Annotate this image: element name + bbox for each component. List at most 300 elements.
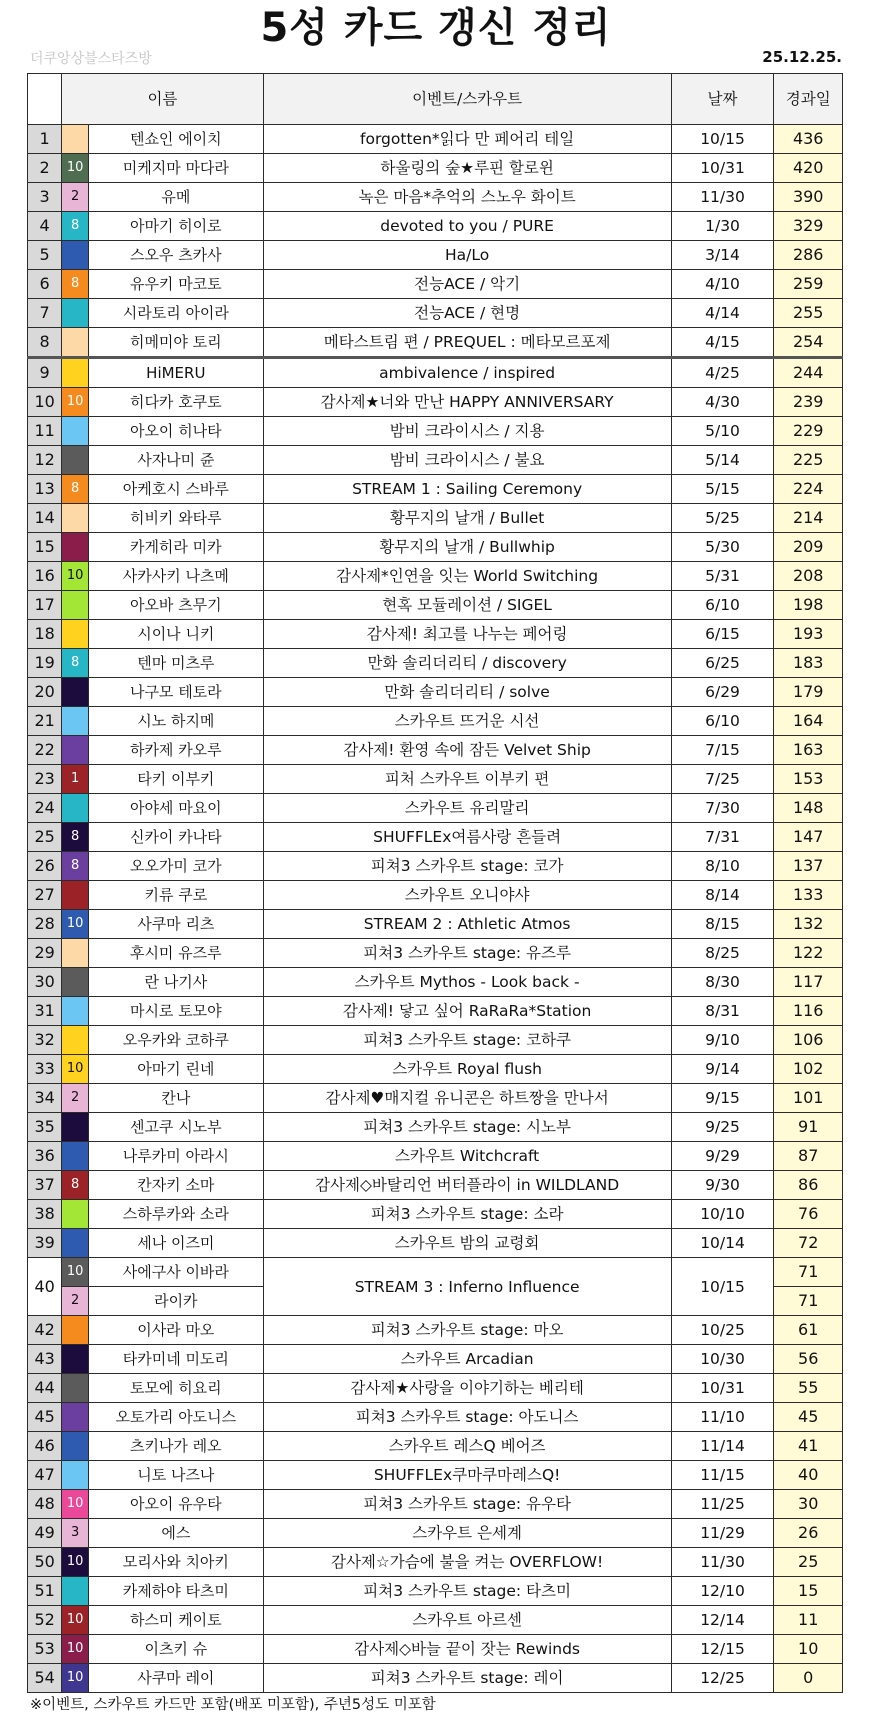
- color-level-cell: [62, 417, 89, 446]
- row-number: 42: [28, 1316, 62, 1345]
- release-date: 12/10: [671, 1577, 774, 1606]
- release-date: 5/25: [671, 504, 774, 533]
- event-scout: 감사제★사랑을 이야기하는 베리테: [263, 1374, 671, 1403]
- color-level-cell: [62, 968, 89, 997]
- row-number: 24: [28, 794, 62, 823]
- table-row: [28, 417, 843, 446]
- elapsed-days: 71: [774, 1287, 843, 1316]
- event-scout: 하울링의 숲★루핀 할로윈: [263, 154, 671, 183]
- color-level-cell: 10: [62, 1258, 89, 1287]
- event-scout: 감사제! 닿고 싶어 RaRaRa*Station: [263, 997, 671, 1026]
- character-name: 모리사와 치아키: [89, 1548, 264, 1577]
- release-date: 9/29: [671, 1142, 774, 1171]
- header-elapsed: 경과일: [774, 74, 843, 125]
- elapsed-days: 102: [774, 1055, 843, 1084]
- character-name: 아케호시 스바루: [89, 475, 264, 504]
- color-level-cell: [62, 736, 89, 765]
- elapsed-days: 209: [774, 533, 843, 562]
- table-row: [28, 1519, 843, 1548]
- row-number: 28: [28, 910, 62, 939]
- color-level-cell: [62, 241, 89, 270]
- table-row: [28, 678, 843, 707]
- color-level-cell: 10: [62, 1055, 89, 1084]
- release-date: 4/10: [671, 270, 774, 299]
- table-row: [28, 620, 843, 649]
- table-row: [28, 1490, 843, 1519]
- elapsed-days: 72: [774, 1229, 843, 1258]
- row-number: 46: [28, 1432, 62, 1461]
- release-date: 11/29: [671, 1519, 774, 1548]
- elapsed-days: 86: [774, 1171, 843, 1200]
- event-scout: 스카우트 Mythos - Look back -: [263, 968, 671, 997]
- release-date: 9/30: [671, 1171, 774, 1200]
- row-number: 17: [28, 591, 62, 620]
- character-name: 오토가리 아도니스: [89, 1403, 264, 1432]
- release-date: 10/15: [671, 125, 774, 154]
- color-level-cell: 10: [62, 1490, 89, 1519]
- character-name: 라이카: [89, 1287, 264, 1316]
- character-name: 사자나미 쥰: [89, 446, 264, 475]
- elapsed-days: 122: [774, 939, 843, 968]
- event-scout: 만화 솔리더리티 / discovery: [263, 649, 671, 678]
- row-number: 31: [28, 997, 62, 1026]
- elapsed-days: 40: [774, 1461, 843, 1490]
- row-number: 6: [28, 270, 62, 299]
- color-level-cell: [62, 591, 89, 620]
- event-scout: 감사제*인연을 잇는 World Switching: [263, 562, 671, 591]
- color-level-cell: 2: [62, 1084, 89, 1113]
- row-number: 35: [28, 1113, 62, 1142]
- color-level-cell: 10: [62, 562, 89, 591]
- character-name: 카제하야 타츠미: [89, 1577, 264, 1606]
- header-event: 이벤트/스카우트: [263, 74, 671, 125]
- release-date: 1/30: [671, 212, 774, 241]
- table-row: [28, 504, 843, 533]
- color-level-cell: [62, 328, 89, 358]
- character-name: 이사라 마오: [89, 1316, 264, 1345]
- row-number: 3: [28, 183, 62, 212]
- color-level-cell: [62, 678, 89, 707]
- character-name: 텐쇼인 에이치: [89, 125, 264, 154]
- elapsed-days: 71: [774, 1258, 843, 1287]
- elapsed-days: 183: [774, 649, 843, 678]
- row-number: 5: [28, 241, 62, 270]
- table-row: [28, 1577, 843, 1606]
- event-scout: 밤비 크라이시스 / 지용: [263, 417, 671, 446]
- elapsed-days: 420: [774, 154, 843, 183]
- release-date: 5/14: [671, 446, 774, 475]
- row-number: 9: [28, 358, 62, 388]
- color-level-cell: [62, 1200, 89, 1229]
- color-level-cell: [62, 1432, 89, 1461]
- event-scout: 황무지의 날개 / Bullwhip: [263, 533, 671, 562]
- event-scout: 스카우트 아르센: [263, 1606, 671, 1635]
- row-number: 20: [28, 678, 62, 707]
- table-row: [28, 939, 843, 968]
- row-number: 37: [28, 1171, 62, 1200]
- character-name: 히비키 와타루: [89, 504, 264, 533]
- table-row: [28, 1026, 843, 1055]
- event-scout: 피처 스카우트 이부키 편: [263, 765, 671, 794]
- character-name: 사쿠마 레이: [89, 1664, 264, 1693]
- table-row: [28, 241, 843, 270]
- character-name: 나루카미 아라시: [89, 1142, 264, 1171]
- elapsed-days: 193: [774, 620, 843, 649]
- event-scout: 만화 솔리더리티 / solve: [263, 678, 671, 707]
- character-name: 오오가미 코가: [89, 852, 264, 881]
- elapsed-days: 11: [774, 1606, 843, 1635]
- row-number: 34: [28, 1084, 62, 1113]
- row-number: 21: [28, 707, 62, 736]
- table-row: [28, 1374, 843, 1403]
- elapsed-days: 286: [774, 241, 843, 270]
- elapsed-days: 254: [774, 328, 843, 358]
- character-name: 스오우 츠카사: [89, 241, 264, 270]
- table-body: [28, 125, 843, 1693]
- color-level-cell: 10: [62, 154, 89, 183]
- color-level-cell: 2: [62, 1287, 89, 1316]
- elapsed-days: 45: [774, 1403, 843, 1432]
- event-scout: 전능ACE / 현명: [263, 299, 671, 328]
- release-date: 11/10: [671, 1403, 774, 1432]
- color-level-cell: 2: [62, 183, 89, 212]
- event-scout: STREAM 2 : Athletic Atmos: [263, 910, 671, 939]
- character-name: 유우키 마코토: [89, 270, 264, 299]
- elapsed-days: 133: [774, 881, 843, 910]
- event-scout: SHUFFLEx여름사랑 흔들려: [263, 823, 671, 852]
- event-scout: 스카우트 Royal flush: [263, 1055, 671, 1084]
- character-name: 에스: [89, 1519, 264, 1548]
- row-number: 1: [28, 125, 62, 154]
- character-name: 텐마 미츠루: [89, 649, 264, 678]
- table-row: [28, 1200, 843, 1229]
- color-level-cell: [62, 997, 89, 1026]
- character-name: 아오바 츠무기: [89, 591, 264, 620]
- row-number: 19: [28, 649, 62, 678]
- elapsed-days: 148: [774, 794, 843, 823]
- release-date: 6/25: [671, 649, 774, 678]
- elapsed-days: 163: [774, 736, 843, 765]
- color-level-cell: 10: [62, 388, 89, 417]
- character-name: 시이나 니키: [89, 620, 264, 649]
- character-name: 사에구사 이바라: [89, 1258, 264, 1287]
- event-scout: 밤비 크라이시스 / 불요: [263, 446, 671, 475]
- color-level-cell: [62, 358, 89, 388]
- event-scout: 감사제◇바탈리언 버터플라이 in WILDLAND: [263, 1171, 671, 1200]
- character-name: 아야세 마요이: [89, 794, 264, 823]
- character-name: 시라토리 아이라: [89, 299, 264, 328]
- color-level-cell: 8: [62, 270, 89, 299]
- row-number: 54: [28, 1664, 62, 1693]
- page-title: 5성 카드 갱신 정리: [260, 5, 612, 51]
- row-number: 2: [28, 154, 62, 183]
- row-number: 45: [28, 1403, 62, 1432]
- release-date: 8/30: [671, 968, 774, 997]
- event-scout: STREAM 3 : Inferno Influence: [263, 1258, 671, 1316]
- elapsed-days: 137: [774, 852, 843, 881]
- row-number: 51: [28, 1577, 62, 1606]
- table-row: [28, 649, 843, 678]
- footnote: ※이벤트, 스카우트 카드만 포함(배포 미포함), 주년5성도 미포함: [30, 1697, 436, 1713]
- event-scout: 메타스트림 편 / PREQUEL : 메타모르포제: [263, 328, 671, 358]
- elapsed-days: 153: [774, 765, 843, 794]
- row-number: 50: [28, 1548, 62, 1577]
- row-number: 33: [28, 1055, 62, 1084]
- color-level-cell: [62, 1026, 89, 1055]
- table-row: [28, 823, 843, 852]
- row-number: 38: [28, 1200, 62, 1229]
- card-table: [27, 73, 843, 1693]
- table-row: [28, 765, 843, 794]
- release-date: 7/15: [671, 736, 774, 765]
- elapsed-days: 147: [774, 823, 843, 852]
- table-header-row: [28, 74, 843, 125]
- elapsed-days: 117: [774, 968, 843, 997]
- character-name: 니토 나즈나: [89, 1461, 264, 1490]
- event-scout: SHUFFLEx쿠마쿠마레스Q!: [263, 1461, 671, 1490]
- elapsed-days: 239: [774, 388, 843, 417]
- character-name: 이츠키 슈: [89, 1635, 264, 1664]
- release-date: 9/14: [671, 1055, 774, 1084]
- character-name: 아오이 히나타: [89, 417, 264, 446]
- table-row: [28, 358, 843, 388]
- release-date: 12/25: [671, 1664, 774, 1693]
- release-date: 8/25: [671, 939, 774, 968]
- event-scout: 스카우트 레스Q 베어즈: [263, 1432, 671, 1461]
- row-number: 47: [28, 1461, 62, 1490]
- release-date: 7/31: [671, 823, 774, 852]
- event-scout: 감사제! 최고를 나누는 페어링: [263, 620, 671, 649]
- event-scout: 피쳐3 스카우트 stage: 소라: [263, 1200, 671, 1229]
- table-row: [28, 1432, 843, 1461]
- table-row: [28, 533, 843, 562]
- elapsed-days: 26: [774, 1519, 843, 1548]
- event-scout: 스카우트 Arcadian: [263, 1345, 671, 1374]
- release-date: 10/25: [671, 1316, 774, 1345]
- table-row: [28, 1055, 843, 1084]
- event-scout: 피쳐3 스카우트 stage: 아도니스: [263, 1403, 671, 1432]
- table-row: [28, 707, 843, 736]
- color-level-cell: 8: [62, 212, 89, 241]
- table-row: [28, 183, 843, 212]
- event-scout: 스카우트 오니야샤: [263, 881, 671, 910]
- row-number: 39: [28, 1229, 62, 1258]
- color-level-cell: [62, 1113, 89, 1142]
- row-number: 15: [28, 533, 62, 562]
- row-number: 48: [28, 1490, 62, 1519]
- color-level-cell: [62, 1316, 89, 1345]
- release-date: 9/10: [671, 1026, 774, 1055]
- row-number: 49: [28, 1519, 62, 1548]
- row-number: 26: [28, 852, 62, 881]
- table-row: [28, 1113, 843, 1142]
- release-date: 10/10: [671, 1200, 774, 1229]
- elapsed-days: 208: [774, 562, 843, 591]
- elapsed-days: 91: [774, 1113, 843, 1142]
- table-row: [28, 736, 843, 765]
- row-number: 40: [28, 1258, 62, 1316]
- character-name: HiMERU: [89, 358, 264, 388]
- elapsed-days: 106: [774, 1026, 843, 1055]
- character-name: 칸자키 소마: [89, 1171, 264, 1200]
- table-row: [28, 1084, 843, 1113]
- row-number: 7: [28, 299, 62, 328]
- release-date: 8/15: [671, 910, 774, 939]
- release-date: 4/14: [671, 299, 774, 328]
- elapsed-days: 101: [774, 1084, 843, 1113]
- character-name: 스하루카와 소라: [89, 1200, 264, 1229]
- release-date: 7/30: [671, 794, 774, 823]
- character-name: 토모에 히요리: [89, 1374, 264, 1403]
- elapsed-days: 224: [774, 475, 843, 504]
- row-number: 32: [28, 1026, 62, 1055]
- character-name: 타카미네 미도리: [89, 1345, 264, 1374]
- color-level-cell: [62, 620, 89, 649]
- color-level-cell: 10: [62, 1606, 89, 1635]
- character-name: 츠키나가 레오: [89, 1432, 264, 1461]
- elapsed-days: 61: [774, 1316, 843, 1345]
- row-number: 12: [28, 446, 62, 475]
- table-row: [28, 1461, 843, 1490]
- event-scout: devoted to you / PURE: [263, 212, 671, 241]
- elapsed-days: 41: [774, 1432, 843, 1461]
- event-scout: 스카우트 뜨거운 시선: [263, 707, 671, 736]
- table-row: [28, 1316, 843, 1345]
- table-row: [28, 299, 843, 328]
- color-level-cell: [62, 1142, 89, 1171]
- elapsed-days: 244: [774, 358, 843, 388]
- color-level-cell: 10: [62, 1548, 89, 1577]
- elapsed-days: 214: [774, 504, 843, 533]
- character-name: 하카제 카오루: [89, 736, 264, 765]
- row-number: 53: [28, 1635, 62, 1664]
- table-row: [28, 881, 843, 910]
- character-name: 마시로 토모야: [89, 997, 264, 1026]
- release-date: 4/30: [671, 388, 774, 417]
- event-scout: 황무지의 날개 / Bullet: [263, 504, 671, 533]
- table-row: [28, 212, 843, 241]
- color-level-cell: 10: [62, 1635, 89, 1664]
- character-name: 후시미 유즈루: [89, 939, 264, 968]
- release-date: 12/15: [671, 1635, 774, 1664]
- row-number: 18: [28, 620, 62, 649]
- elapsed-days: 255: [774, 299, 843, 328]
- table-row: [28, 562, 843, 591]
- release-date: 11/25: [671, 1490, 774, 1519]
- release-date: 10/15: [671, 1258, 774, 1316]
- elapsed-days: 436: [774, 125, 843, 154]
- color-level-cell: [62, 1229, 89, 1258]
- watermark: 더쿠앙상블스타즈방: [30, 51, 152, 67]
- release-date: 8/10: [671, 852, 774, 881]
- color-level-cell: 8: [62, 649, 89, 678]
- character-name: 아마기 린네: [89, 1055, 264, 1084]
- table-row: [28, 794, 843, 823]
- release-date: 5/30: [671, 533, 774, 562]
- color-level-cell: [62, 1577, 89, 1606]
- elapsed-days: 15: [774, 1577, 843, 1606]
- table-row: [28, 1403, 843, 1432]
- release-date: 11/14: [671, 1432, 774, 1461]
- color-level-cell: 10: [62, 910, 89, 939]
- table-row: [28, 1635, 843, 1664]
- row-number: 30: [28, 968, 62, 997]
- elapsed-days: 25: [774, 1548, 843, 1577]
- color-level-cell: 8: [62, 823, 89, 852]
- event-scout: 피쳐3 스카우트 stage: 코하쿠: [263, 1026, 671, 1055]
- event-scout: 스카우트 유리말리: [263, 794, 671, 823]
- color-level-cell: [62, 125, 89, 154]
- row-number: 44: [28, 1374, 62, 1403]
- event-scout: ambivalence / inspired: [263, 358, 671, 388]
- table-row: [28, 1548, 843, 1577]
- row-number: 43: [28, 1345, 62, 1374]
- event-scout: 피쳐3 스카우트 stage: 유즈루: [263, 939, 671, 968]
- character-name: 키류 쿠로: [89, 881, 264, 910]
- table-row: [28, 1345, 843, 1374]
- character-name: 히메미야 토리: [89, 328, 264, 358]
- color-level-cell: 8: [62, 1171, 89, 1200]
- elapsed-days: 164: [774, 707, 843, 736]
- event-scout: 현혹 모듈레이션 / SIGEL: [263, 591, 671, 620]
- release-date: 9/15: [671, 1084, 774, 1113]
- event-scout: Ha/Lo: [263, 241, 671, 270]
- elapsed-days: 329: [774, 212, 843, 241]
- character-name: 미케지마 마다라: [89, 154, 264, 183]
- event-scout: 감사제◇바늘 끝이 잣는 Rewinds: [263, 1635, 671, 1664]
- row-number: 16: [28, 562, 62, 591]
- release-date: 6/15: [671, 620, 774, 649]
- release-date: 11/30: [671, 183, 774, 212]
- row-number: 10: [28, 388, 62, 417]
- elapsed-days: 30: [774, 1490, 843, 1519]
- header-date: 날짜: [671, 74, 774, 125]
- table-row: [28, 446, 843, 475]
- color-level-cell: 10: [62, 1664, 89, 1693]
- table-row: [28, 1142, 843, 1171]
- character-name: 란 나기사: [89, 968, 264, 997]
- color-level-cell: 1: [62, 765, 89, 794]
- event-scout: 스카우트 은세계: [263, 1519, 671, 1548]
- event-scout: 감사제! 환영 속에 잠든 Velvet Ship: [263, 736, 671, 765]
- table-row: [28, 1229, 843, 1258]
- table-row: [28, 1606, 843, 1635]
- character-name: 시노 하지메: [89, 707, 264, 736]
- elapsed-days: 76: [774, 1200, 843, 1229]
- event-scout: forgotten*읽다 만 페어리 테일: [263, 125, 671, 154]
- table-row: [28, 125, 843, 154]
- event-scout: 피쳐3 스카우트 stage: 마오: [263, 1316, 671, 1345]
- color-level-cell: [62, 707, 89, 736]
- elapsed-days: 56: [774, 1345, 843, 1374]
- event-scout: 감사제☆가슴에 불을 켜는 OVERFLOW!: [263, 1548, 671, 1577]
- row-number: 13: [28, 475, 62, 504]
- table-row: [28, 388, 843, 417]
- release-date: 3/14: [671, 241, 774, 270]
- event-scout: 녹은 마음*추억의 스노우 화이트: [263, 183, 671, 212]
- elapsed-days: 116: [774, 997, 843, 1026]
- row-number: 11: [28, 417, 62, 446]
- release-date: 8/14: [671, 881, 774, 910]
- elapsed-days: 0: [774, 1664, 843, 1693]
- row-number: 36: [28, 1142, 62, 1171]
- row-number: 14: [28, 504, 62, 533]
- table-row: [28, 968, 843, 997]
- release-date: 5/31: [671, 562, 774, 591]
- release-date: 5/10: [671, 417, 774, 446]
- elapsed-days: 179: [774, 678, 843, 707]
- update-date: 25.12.25.: [762, 48, 842, 66]
